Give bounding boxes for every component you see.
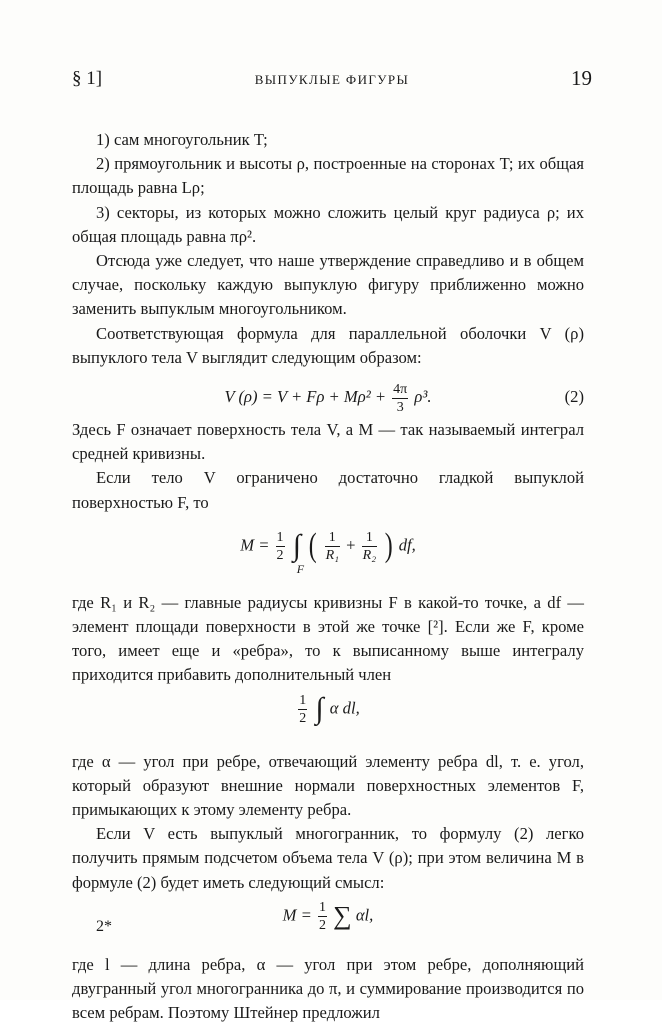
formula-polyhedron-sum bbox=[72, 895, 584, 943]
formula2-integral-sub: F bbox=[296, 562, 305, 577]
formula4-tail: αl, bbox=[355, 905, 374, 925]
paragraph-edge-angle: где α — угол при ребре, отвечающий элементу ребра dl, т. е. угол, который образуют внешние нормали поверхностных элементов F, примыкающих к этому элементу ребра. bbox=[72, 751, 584, 820]
paragraph-smooth-surface: Если тело V ограничено достаточно гладкой выпуклой поверхностью F, то bbox=[72, 468, 584, 512]
formula4-sum-sign: ∑ bbox=[333, 901, 352, 931]
paragraph-definitions: Здесь F означает поверхность тела V, а M — так называемый интеграл средней кривизны. bbox=[72, 420, 584, 464]
formula1-number: (2) bbox=[564, 387, 584, 407]
running-header bbox=[72, 66, 592, 96]
paragraph-edge-length: где l — длина ребра, α — угол при этом ребре, дополняющий двугранный угол многогранника до π, и суммирование производится по всем ребрам. Поэтому Штейнер предложил bbox=[72, 954, 584, 1023]
formula3-integral: ∫ bbox=[315, 692, 324, 726]
formula1-fraction bbox=[392, 381, 408, 416]
formula1-frac-num: 4π bbox=[393, 381, 408, 397]
formula3-fraction bbox=[298, 692, 307, 727]
formula3-frac-den: 2 bbox=[299, 710, 307, 726]
formula2-inner-num-a: 1 bbox=[325, 529, 340, 547]
formula2-inner-den-a: R₁ bbox=[325, 547, 339, 563]
formula-mean-curvature bbox=[72, 515, 584, 589]
formula-parallel-body bbox=[72, 376, 584, 418]
formula2-lhs: M = bbox=[240, 535, 270, 555]
formula2-left-paren: ( bbox=[308, 527, 317, 565]
formula3-frac-num: 1 bbox=[299, 692, 307, 708]
formula2-right-paren: ) bbox=[384, 527, 393, 565]
formula1-tail: ρ³. bbox=[414, 387, 432, 407]
formula2-inner-fraction-a bbox=[325, 529, 340, 564]
page-body bbox=[72, 128, 584, 1025]
formula2-frac-num: 1 bbox=[276, 529, 284, 545]
formula2-plus: + bbox=[346, 535, 356, 555]
paragraph-curvature-radii: где R₁ и R₂ — главные радиусы кривизны F в какой-то точке, а df — элемент площади поверхности в этой же точке [²]. Если же F, кроме того, имеет еще и «ребра», то к выписанному выше интегралу приходится прибавить дополнительный член bbox=[72, 592, 584, 685]
formula2-integral-sign bbox=[292, 529, 305, 577]
formula3-integral-sign bbox=[315, 694, 323, 724]
formula4-frac-num: 1 bbox=[318, 899, 326, 915]
section-marker: § 1] bbox=[72, 68, 103, 89]
formula3-tail: α dl, bbox=[329, 697, 360, 717]
formula2-inner-den-b: R₂ bbox=[362, 547, 377, 563]
list-item-1: 1) сам многоугольник T; bbox=[96, 130, 268, 149]
formula2-inner-fraction-b bbox=[362, 529, 377, 564]
formula2-integral: ∫ bbox=[292, 529, 301, 563]
formula2-frac-den: 2 bbox=[276, 547, 284, 563]
formula1-frac-den: 3 bbox=[396, 399, 404, 415]
formula-edge-term bbox=[72, 688, 584, 744]
formula4-lhs: M = bbox=[282, 905, 312, 925]
formula4-frac-den: 2 bbox=[318, 917, 326, 933]
formula2-inner-num-b: 1 bbox=[362, 529, 377, 547]
running-title: ВЫПУКЛЫЕ ФИГУРЫ bbox=[254, 72, 410, 87]
paragraph-conclusion: Отсюда уже следует, что наше утверждение справедливо и в общем случае, поскольку каждую выпуклую фигуру приближенно можно заменить выпуклым многоугольником. bbox=[72, 251, 584, 319]
list-item-3: 3) секторы, из которых можно сложить целый круг радиуса ρ; их общая площадь равна πρ². bbox=[72, 202, 584, 246]
formula4-fraction bbox=[318, 899, 327, 934]
paragraph-polyhedron: Если V есть выпуклый многогранник, то формулу (2) легко получить прямым подсчетом объема тела V (ρ); при этом величина M в формуле (2) будет иметь следующий смысл: bbox=[72, 824, 584, 892]
page-number: 19 bbox=[571, 66, 592, 90]
formula2-tail: df, bbox=[398, 535, 416, 555]
list-item-2: 2) прямоугольник и высоты ρ, построенные на сторонах T; их общая площадь равна Lρ; bbox=[72, 154, 584, 198]
formula2-fraction bbox=[276, 529, 285, 564]
signature-mark: 2* bbox=[96, 918, 112, 935]
paragraph-parallel-body: Соответствующая формула для параллельной оболочки V (ρ) выпуклого тела V выглядит следующим образом: bbox=[72, 323, 584, 367]
formula1-lhs: V (ρ) = V + Fρ + Mρ² + bbox=[224, 387, 387, 407]
